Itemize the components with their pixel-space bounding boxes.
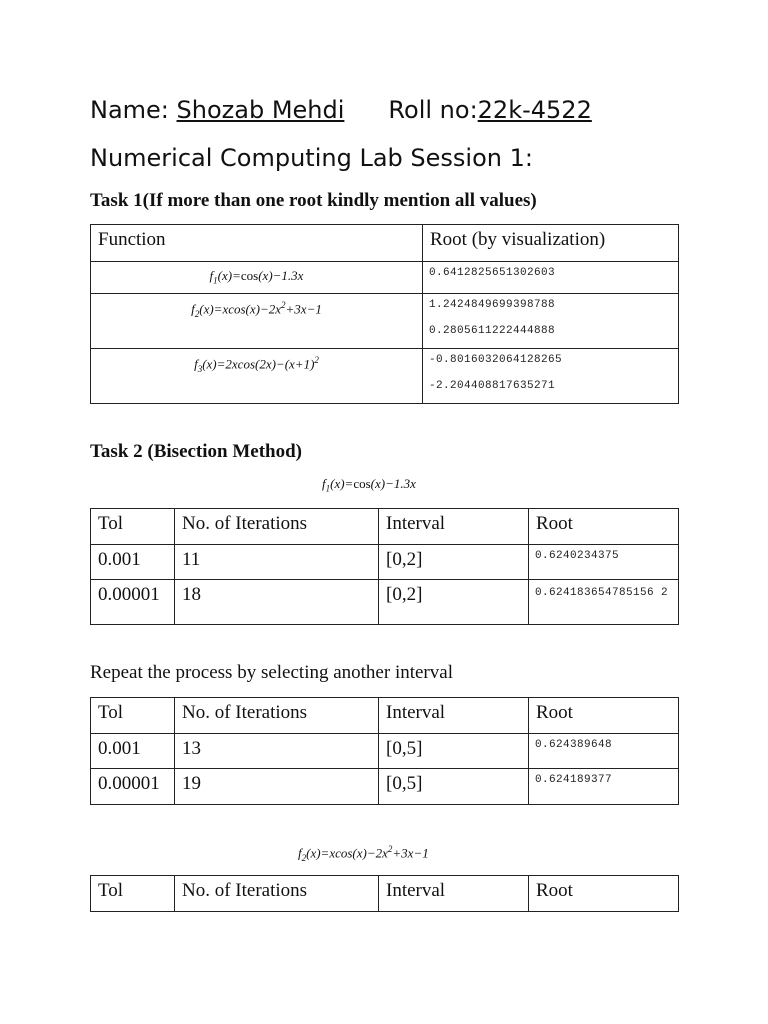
root-value: -0.8016032064128265 xyxy=(429,354,563,366)
root-value: -2.204408817635271 xyxy=(429,380,556,392)
root-value: 0.6412825651302603 xyxy=(429,267,556,279)
function-f2-label: $f_2(x)=xcos(x)-2x^2+3x-1$ xyxy=(298,844,429,863)
column-header-iterations: No. of Iterations xyxy=(182,880,308,901)
root-cell: 0.624389648 xyxy=(535,739,613,751)
table-header-row xyxy=(91,698,679,734)
column-header-interval: Interval xyxy=(386,702,446,723)
root-cell: 0.6240234375 xyxy=(535,550,620,562)
function-f1-label: $f_1(x)=\cos(x)-1.3x$ xyxy=(322,476,416,494)
function-f2: $f_2(x)=xcos(x)-2x^2+3x-1$ xyxy=(191,300,322,319)
root-cell: 0.624183654785156 2 xyxy=(535,587,669,599)
iterations-cell: 19 xyxy=(182,773,201,794)
table-row xyxy=(91,734,679,769)
roll-label: Roll no: xyxy=(388,96,478,124)
table-row xyxy=(91,294,679,349)
table-header-row xyxy=(91,509,679,545)
table-header-row xyxy=(91,225,679,262)
table-row xyxy=(91,769,679,805)
table-header-row xyxy=(91,876,679,912)
column-header-function: Function xyxy=(98,229,166,250)
column-header-root: Root xyxy=(536,702,573,723)
iterations-cell: 13 xyxy=(182,738,201,759)
column-header-tol: Tol xyxy=(98,513,124,534)
column-header-interval: Interval xyxy=(386,880,446,901)
task1-heading: Task 1(If more than one root kindly mention all values) xyxy=(90,190,537,211)
root-cell: 0.624189377 xyxy=(535,774,613,786)
function-f1: $f_1(x)=\cos(x)-1.3x$ xyxy=(209,268,304,286)
bisection-table-2 xyxy=(90,697,679,805)
column-header-tol: Tol xyxy=(98,702,124,723)
roll-number: 22k-4522 xyxy=(477,96,592,124)
interval-cell: [0,2] xyxy=(386,549,423,570)
student-name: Shozab Mehdi xyxy=(176,96,345,124)
student-info-line xyxy=(90,96,592,124)
column-header-root: Root xyxy=(536,880,573,901)
root-value: 0.2805611222444888 xyxy=(429,325,556,337)
task2-heading: Task 2 (Bisection Method) xyxy=(90,441,303,462)
column-header-interval: Interval xyxy=(386,513,446,534)
page-title: Numerical Computing Lab Session 1: xyxy=(90,144,533,172)
interval-cell: [0,5] xyxy=(386,773,423,794)
column-header-root: Root xyxy=(536,513,573,534)
tol-cell: 0.001 xyxy=(98,738,141,759)
interval-cell: [0,2] xyxy=(386,584,423,605)
column-header-iterations: No. of Iterations xyxy=(182,513,308,534)
task1-table xyxy=(90,224,679,404)
function-f3: $f_3(x)=2xcos(2x)-(x+1)^2$ xyxy=(194,355,319,374)
table-row xyxy=(91,580,679,625)
root-value: 1.2424849699398788 xyxy=(429,299,556,311)
column-header-tol: Tol xyxy=(98,880,124,901)
column-header-iterations: No. of Iterations xyxy=(182,702,308,723)
table-row xyxy=(91,262,679,294)
tol-cell: 0.001 xyxy=(98,549,141,570)
interval-cell: [0,5] xyxy=(386,738,423,759)
name-label: Name: xyxy=(90,96,177,124)
column-header-root: Root (by visualization) xyxy=(430,229,606,250)
tol-cell: 0.00001 xyxy=(98,584,160,605)
repeat-instruction: Repeat the process by selecting another interval xyxy=(90,662,453,683)
bisection-table-1 xyxy=(90,508,679,625)
iterations-cell: 11 xyxy=(182,549,201,570)
bisection-table-3 xyxy=(90,875,679,912)
tol-cell: 0.00001 xyxy=(98,773,160,794)
iterations-cell: 18 xyxy=(182,584,201,605)
table-row xyxy=(91,545,679,580)
table-row xyxy=(91,349,679,404)
